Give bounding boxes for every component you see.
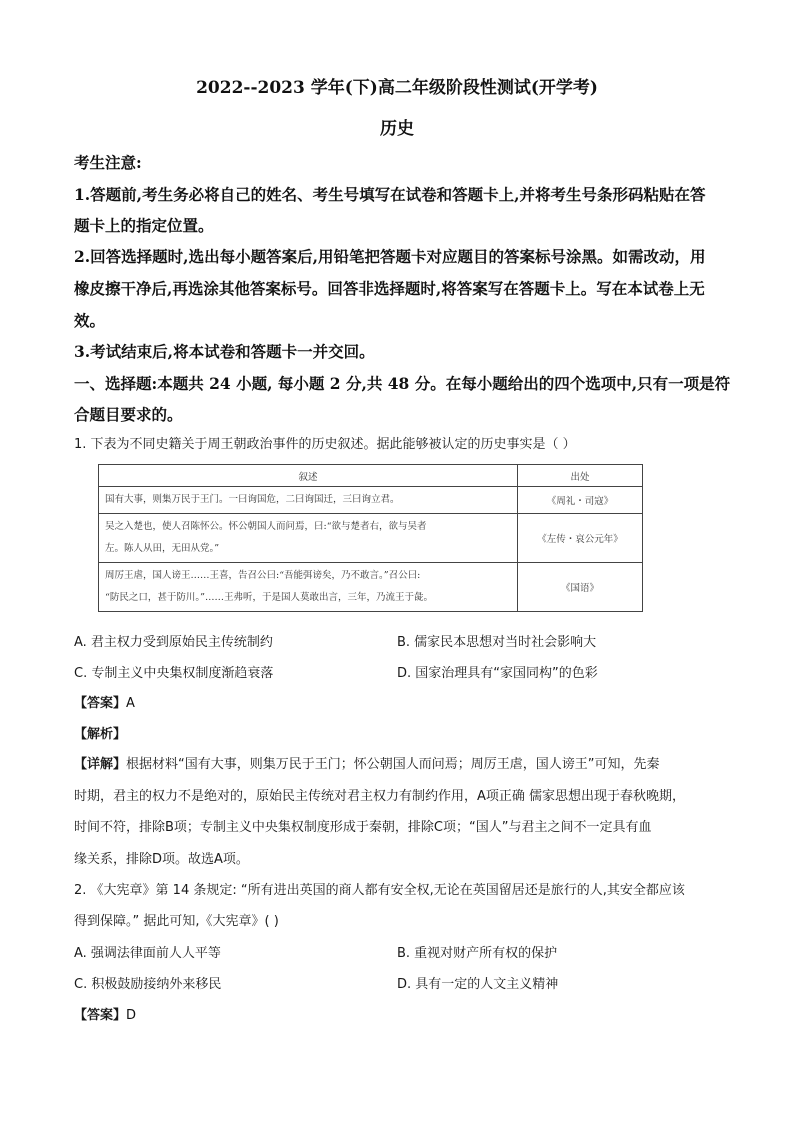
q1-detail-line: 缘关系，排除D项。故选A项。 [74,852,249,867]
table-row [99,514,643,563]
q1-analysis-tag: 【解析】 [74,727,127,742]
section-instruction: 合题目要求的。 [74,405,183,424]
notice-line: 1.答题前,考生务必将自己的姓名、考生号填写在试卷和答题卡上,并将考生号条形码粘贴在答 [74,185,706,204]
table-cell-narrative: 吴之入楚也，使人召陈怀公。怀公朝国人而问焉，曰:“欲与楚者右，欲与吴者 左。陈人从田，无田从党。” [99,514,518,563]
notice-line: 橡皮擦干净后,再选涂其他答案标号。回答非选择题时,将答案写在答题卡上。写在本试卷上无 [74,279,705,298]
subject-title: 历史 [380,119,414,139]
q1-option-b: B. 儒家民本思想对当时社会影响大 [397,635,597,650]
q2-option-a: A. 强调法律面前人人平等 [74,946,221,961]
table-row [99,563,643,612]
notice-heading: 考生注意: [74,153,142,172]
q1-option-d: D. 国家治理具有“家国同构”的色彩 [397,666,598,681]
notice-line: 2.回答选择题时,选出每小题答案后,用铅笔把答题卡对应题目的答案标号涂黑。如需改动，用 [74,247,706,266]
table-cell-narrative: 周厉王虐，国人谤王……王喜，告召公曰:“吾能弭谤矣，乃不敢言。”召公曰: “防民之口，甚于防川。”……王弗听，于是国人莫敢出言，三年，乃流王于彘。 [99,563,518,612]
q1-option-c: C. 专制主义中央集权制度渐趋衰落 [74,666,274,681]
source-table [98,464,643,612]
notice-line: 效。 [74,311,106,330]
table-cell-source: 《左传・哀公元年》 [518,514,643,563]
table-row [99,487,643,514]
question-2-stem: 2. 《大宪章》第 14 条规定: “所有进出英国的商人都有安全权,无论在英国留居还是旅行的人,其安全都应该 [74,883,685,898]
question-1-stem: 1. 下表为不同史籍关于周王朝政治事件的历史叙述。据此能够被认定的历史事实是（ ） [74,437,576,452]
table-cell-source: 《周礼・司寇》 [518,487,643,514]
q1-detail-line: 时期，君主的权力不是绝对的，原始民主传统对君主权力有制约作用，A项正确 儒家思想出现于春秋晚期， [74,789,686,804]
section-instruction: 一、选择题:本题共 24 小题, 每小题 2 分,共 48 分。在每小题给出的四个选项中,只有一项是符 [74,374,731,393]
q1-detail-line: 时间不符，排除B项；专制主义中央集权制度形成于秦朝，排除C项；“国人”与君主之间不一定具有血 [74,820,652,835]
q2-option-b: B. 重视对财产所有权的保护 [397,946,558,961]
q2-option-d: D. 具有一定的人文主义精神 [397,977,559,992]
table-header-source: 出处 [518,465,643,487]
table-cell-source: 《国语》 [518,563,643,612]
q1-option-a: A. 君主权力受到原始民主传统制约 [74,635,273,650]
q1-detail: 【详解】根据材料“国有大事，则集万民于王门；怀公朝国人而问焉；周厉王虐，国人谤王”可知，先秦 [74,757,660,772]
notice-line: 3.考试结束后,将本试卷和答题卡一并交回。 [74,342,375,361]
page-title: 2022--2023 学年(下)高二年级阶段性测试(开学考) [196,78,598,98]
q1-answer: 【答案】A [74,696,135,711]
question-2-stem: 得到保障。” 据此可知,《大宪章》( ) [74,914,279,929]
q2-option-c: C. 积极鼓励接纳外来移民 [74,977,222,992]
q2-answer: 【答案】D [74,1008,137,1023]
notice-line: 题卡上的指定位置。 [74,216,214,235]
table-header-narrative: 叙述 [99,465,518,487]
table-cell-narrative: 国有大事，则集万民于王门。一曰询国危，二曰询国迁，三曰询立君。 [99,487,518,514]
